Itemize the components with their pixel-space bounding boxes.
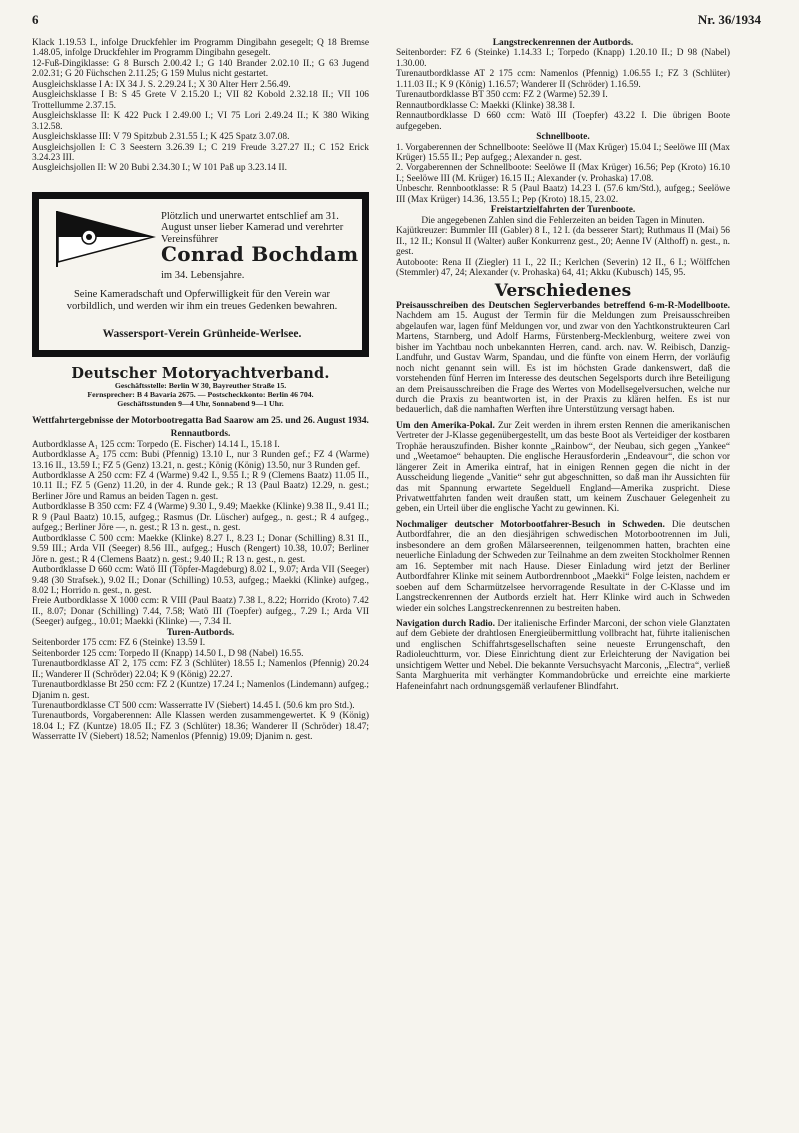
results-paragraph: Turenautbordklasse AT 2, 175 ccm: FZ 3 (Schlüter) 18.55 I.; Namenlos (Pfennig) 20.24 II.; Wanderer II (Schröder) 22.04; K 9 (König) 22.27.	[32, 659, 369, 680]
obituary-signature: Wassersport-Verein Grünheide-Werlsee.	[102, 327, 302, 340]
freistart-note: Die angegebenen Zahlen sind die Fehlerzeiten an beiden Tagen in Minuten.	[421, 215, 705, 226]
results-paragraph: Ausgleichsklasse I A: IX 34 J. S. 2.29.24 I.; X 30 Alter Herr 2.56.49.	[32, 79, 291, 90]
org-address-line: Geschäftsstunden 9—4 Uhr, Sonnabend 9—1 Uhr.	[117, 398, 284, 408]
left-column	[32, 38, 369, 743]
freistart-title: Freistartzielfahrten der Turenboote.	[490, 205, 636, 216]
results-paragraph: Klack 1.19.53 I., infolge Druckfehler im Programm Dingibahn gesegelt; Q 18 Bremse 1.48.05, infolge Druckfehler im Programm Dingibahn gesegelt.	[32, 38, 369, 59]
article-text: Zur Zeit werden in ihrem ersten Rennen die amerikanischen Vertreter der J-Klasse gegenübergestellt, um das beste Boot als Verteidiger der kostbaren Trophäe herauszufinden. Bisher konnte „Rainbow“, der Neubau, sich gegen „Yankee“ und „Weetamoe“ behaupten. Die englische Herausforderin „Endeavour“, die schon vor längerer Zeit in Amerika eintraf, hat in einigen Rennen gegen die nicht in der Ausscheidung liegende „Vanitie“ sehr gut abgeschnitten, so daß man ihr Aussichten für das mit Spannung erwartete Segelduell England—Amerika zuspricht. Diese Privatwettfahrten fanden weit draußen statt, um keinem Zuschauer Gelegenheit zu geben, ein Urteil über die englische Yacht zu gewinnen.	[396, 420, 731, 515]
results-paragraph: 1. Vorgaberennen der Schnellboote: Seelöwe II (Max Krüger) 15.04 I.; Seelöwe III (Max Krüger) 15.55 II.; Pep aufgeg.; Alexander n. gest.	[396, 142, 730, 163]
org-title: Deutscher Motoryachtverband.	[71, 364, 330, 382]
article-text: Die deutschen Autbordfahrer, die an den diesjährigen schwedischen Motorbootrennen im Juli, insbesondere an dem großen Mälarseerennen, teilgenommen hatten, brachten eine neuerliche Einladung der Schweden zur Teilnahme an dem zweiten Stockholmer Rennen am 16. September mit nach Hause. Dieser Einladung wird jetzt der Berliner Autbordfahrer Klinke mit seinem Autbordrennboot „Maekki“ Folge leisten, nachdem er soeben auf dem Scharmützelsee hervorragende Resultate in der C-Klasse und im Langstreckenrennen der Autbords erzielt hat. Herr Klinke wird auch in Schweden wieder ein solches Langstreckenrennen zu bestreiten haben.	[396, 519, 730, 614]
results-paragraph: 12-Fuß-Dingiklasse: G 8 Bursch 2.00.42 I.; G 140 Brander 2.02.10 II.; G 63 Jugend 2.02.31; G 20 Füchschen 2.11.25; G 159 Mulus nicht gestartet.	[32, 58, 369, 80]
issue-number: Nr. 36/1934	[697, 12, 761, 27]
results-paragraph: Kajütkreuzer: Bummler III (Gabler) 8 I., 12 I. (da besserer Start); Ruthmaus II (Mai) 56 II., 12 II.; Konsul II (Walter) außer Konkurrenz gest., 20; Aenne IV (Althoff) n. gest., n. gest.	[396, 226, 730, 258]
results-paragraph: Turenautbordklasse BT 350 ccm: FZ 2 (Warme) 52.39 I.	[396, 90, 608, 101]
obituary-body: Seine Kameradschaft und Opferwilligkeit für den Verein war vorbildlich, und werden wir ihm ein treues Gedenken bewahren.	[66, 288, 338, 312]
page-number: 6	[32, 12, 39, 27]
article-headline: Nochmaliger deutscher Motorbootfahrer-Besuch in Schweden.	[396, 519, 665, 530]
results-paragraph: Turenautbordklasse CT 500 ccm: Wasserratte IV (Siebert) 14.45 I. (50.6 km pro Std.).	[32, 700, 355, 711]
results-paragraph: Autbordklasse D 660 ccm: Watö III (Töpfer-Magdeburg) 8.02 I., 9.07; Arda VII (Seeger) 9.48 (30 Strafsek.), 9.02 II.; Donar (Schilling) 10.53, aufgeg.; Maekki (Klinke) aufgeg., 8.02 I.; Horrido n. gest., n. gest.	[32, 565, 369, 596]
right-column	[396, 38, 730, 692]
rennautbords-title: Rennautbords.	[170, 429, 231, 440]
results-paragraph: Autbordklasse A 250 ccm: FZ 4 (Warme) 9.42 I., 9.55 I.; R 9 (Clemens Baatz) 11.05 II., 10.11 II.; FZ 5 (Genz) 11.20, in der 4. Runde gek.; R 13 (Paul Baatz) 12.29, n. gest.; Berliner Jöre und Ramus an beiden Tagen n. gest.	[32, 471, 369, 502]
results-paragraph: Seitenborder: FZ 6 (Steinke) 1.14.33 I.; Torpedo (Knapp) 1.20.10 II.; D 98 (Nabel) 1.30.00.	[396, 48, 730, 69]
org-address-line: Fernsprecher: B 4 Bavaria 2675. — Postscheckkonto: Berlin 46 704.	[87, 390, 314, 400]
article	[396, 520, 730, 614]
results-paragraph: Ausgleichsklasse I B: S 45 Grete V 2.15.20 I.; VII 82 Kobold 2.32.18 II.; VII 106 Trottellumme 2.37.15.	[32, 90, 369, 111]
section-title-verschiedenes: Verschiedenes	[494, 281, 632, 302]
article-text: Nachdem am 15. August der Termin für die Meldungen zum Preisausschreiben abgelaufen war, lagen fünf Meldungen vor, und zwar von den Yachtkonstrukteuren Carl Martens, Starnberg, und Adolf Harms, Fürstenberg-Mecklenburg, weitere zwei von bisher im Yachtbau noch unbekannten Herren, cand. arch. nav. W. Reibisch, Danzig-Landfuhr, und Gustav Warm, Spandau, und die fünfte von einem Herrn, der vorläufig noch nicht genannt sein will. Es ist im höchsten Grade dankenswert, daß die vorstehenden fünf Herren im Interesse des deutschen Segelsports durch ihre Beteiligung an dem Preisausschreiben die Frage des Wertes von Modellsegelversuchen, welche nur durch die Praxis zu beantworten ist, in der Praxis zu klären helfen. Es ist nur bedauerlich, daß die namhaften Werften ihre Unterstützung versagt haben.	[396, 311, 730, 416]
obituary-age: im 34. Lebensjahre.	[161, 269, 245, 281]
page-header	[32, 12, 761, 28]
results-paragraph: Turenautbordklasse AT 2 175 ccm: Namenlos (Pfennig) 1.06.55 I.; FZ 3 (Schlüter) 1.11.03 II.; K 9 (König) 1.16.57; Wanderer II (Schröder) 1.16.59.	[396, 69, 730, 90]
turen-title: Turen-Autbords.	[166, 627, 235, 638]
results-paragraph: Seitenborder 175 ccm: FZ 6 (Steinke) 13.59 I.	[32, 638, 206, 649]
org-address	[32, 382, 369, 408]
article-headline: Um den Amerika-Pokal.	[396, 420, 495, 431]
article-signature: Ki.	[607, 504, 620, 515]
langstrecken-title: Langstreckenrennen der Autbords.	[492, 38, 634, 48]
results-paragraph: Rennautbordklasse C: Maekki (Klinke) 38.38 I.	[396, 100, 575, 111]
results-paragraph: Autbordklasse A₁ 125 ccm: Torpedo (E. Fischer) 14.14 I., 15.18 I.	[32, 439, 280, 450]
article	[396, 619, 730, 692]
obituary-name: Conrad Bochdam	[161, 241, 359, 266]
results-paragraph: Ausgleichsjollen I: C 3 Seestern 3.26.39 I.; C 219 Freude 3.27.27 II.; C 152 Erick 3.24.23 III.	[32, 142, 369, 163]
club-pennant-icon	[49, 207, 159, 269]
results-paragraph: Turenautbords, Vorgaberennen: Alle Klassen werden zusammengewertet. K 9 (König) 18.04 I.; FZ (Kuntze) 18.05 II.; FZ 3 (Schlüter) 18.36; Wanderer II (Schröder) 18.47; Wasserratte IV (Siebert) 18.52; Namenlos (Pfennig) 19.09; Djanim n. gest.	[32, 711, 369, 743]
results-paragraph: Autbordklasse C 500 ccm: Maekke (Klinke) 8.27 I., 8.23 I.; Donar (Schilling) 8.31 II., 9.59 III.; Arda VII (Seeger) 8.56 III., aufgeg.; Husch (Rengert) 10.38, 10.07; Berliner Jöre n. gest.; R 4 (Clemens Baatz) n. gest.; 9.40 II.; R 13 n. gest., n. gest.	[32, 533, 369, 565]
results-paragraph: Rennautbordklasse D 660 ccm: Watö III (Toepfer) 43.22 I. Die übrigen Boote aufgegeben.	[396, 111, 730, 132]
obituary-inner	[39, 199, 362, 350]
article-text: Der italienische Erfinder Marconi, der schon viele Glanztaten auf dem Gebiete der drahtlosen Energieübermittlung vollbracht hat, führte italienischen und englischen Schiffahrtsgesellschaften seine neueste Errungenschaft, den Radioleuchtturm, vor. Diese Einrichtung dient zur Erleichterung der Navigation bei unsichtigem Wetter und Nebel. Die bekannte Versuchsyacht Marconis, „Electra“, verließ Santa Marghuerita mit verhängter Kommandobrücke und erreichte eine markierte Hafeneinfahrt nach ordnungsgemäß verlaufener Blindfahrt.	[396, 619, 731, 692]
results-paragraph: Ausgleichsklasse III: V 79 Spitzbub 2.31.55 I.; K 425 Spatz 3.07.08.	[32, 132, 290, 143]
obituary-intro: Plötzlich und unerwartet entschlief am 31. August unser lieber Kamerad und verehrter Vereinsführer	[161, 210, 344, 245]
article	[396, 301, 730, 416]
results-paragraph: Ausgleichsjollen II: W 20 Bubi 2.34.30 I.; W 101 Paß up 3.23.14 II.	[32, 163, 288, 174]
results-paragraph: Freie Autbordklasse X 1000 ccm: R VIII (Paul Baatz) 7.38 I., 8.22; Horrido (Kroto) 7.42 II., 8.07; Donar (Schilling) 7.44, 7.58; Watö III (Toepfer) aufgeg., 7.29 I.; Arda VII (Seeger) aufgeg., 10.01; Maekki (Klinke) —, 7.34 II.	[32, 596, 369, 628]
results-paragraph: Autbordklasse B 350 ccm: FZ 4 (Warme) 9.30 I., 9.49; Maekke (Klinke) 9.38 II., 9.41 II.; R 9 (Paul Baatz) 10.15, aufgeg.; Rasmus (Dr. Lüscher) aufgeg., n. gest.; R 4 aufgeg., aufgeg.; Berliner Jöre —, n. gest.; R 13 n. gest., n. gest.	[32, 502, 369, 534]
results-paragraph: 2. Vorgaberennen der Schnellboote: Seelöwe II (Max Krüger) 16.56; Pep (Kroto) 16.10 I.; Seelöwe III (M. Krüger) 16.15 II.; Alexander (v. Prohaska) 17.08.	[396, 163, 730, 184]
results-paragraph: Autbordklasse A₂ 175 ccm: Bubi (Pfennig) 13.10 I., nur 3 Runden gef.; FZ 4 (Warme) 13.16 II., 13.59 I.; FZ 5 (Genz) 13.21, n. gest.; König (König) 13.50, nur 3 Runden gef.	[32, 450, 369, 471]
results-paragraph: Ausgleichsklasse II: K 422 Puck I 2.49.00 I.; VI 75 Lori 2.49.24 II.; K 380 Wiking 3.12.58.	[32, 111, 369, 132]
results-paragraph: Turenautbordklasse Bt 250 ccm: FZ 2 (Kuntze) 17.24 I.; Namenlos (Lindemann) aufgeg.; Djanim n. gest.	[32, 680, 369, 701]
results-paragraph: Seitenborder 125 ccm: Torpedo II (Knapp) 14.50 I., D 98 (Nabel) 16.55.	[32, 648, 304, 659]
regatta-title: Wettfahrtergebnisse der Motorbootregatta Bad Saarow am 25. und 26. August 1934.	[32, 415, 369, 426]
obituary-box	[32, 192, 369, 357]
org-address-line: Geschäftsstelle: Berlin W 30, Bayreuther Straße 15.	[114, 381, 287, 391]
article-headline: Preisausschreiben des Deutschen Seglerverbandes betreffend 6-m-R-Modellboote.	[396, 300, 730, 311]
article-headline: Navigation durch Radio.	[396, 619, 495, 630]
schnellboote-title: Schnellboote.	[536, 132, 590, 143]
results-paragraph: Autoboote: Rena II (Ziegler) 11 I., 22 II.; Kerlchen (Severin) 12 II., 6 I.; Wölffchen (Stemmler) 47, 24; Alexander (v. Prohaska) 64, 41; Akku (Kubusch) 145, 95.	[396, 257, 730, 278]
results-paragraph: Unbeschr. Rennbootklasse: R 5 (Paul Baatz) 14.23 I. (57.6 km/Std.), aufgeg.; Seelöwe III (Max Krüger) 14.36, 13.55 I.; Pep (Kroto) 18.15, 23.02.	[396, 184, 730, 205]
article	[396, 421, 730, 515]
